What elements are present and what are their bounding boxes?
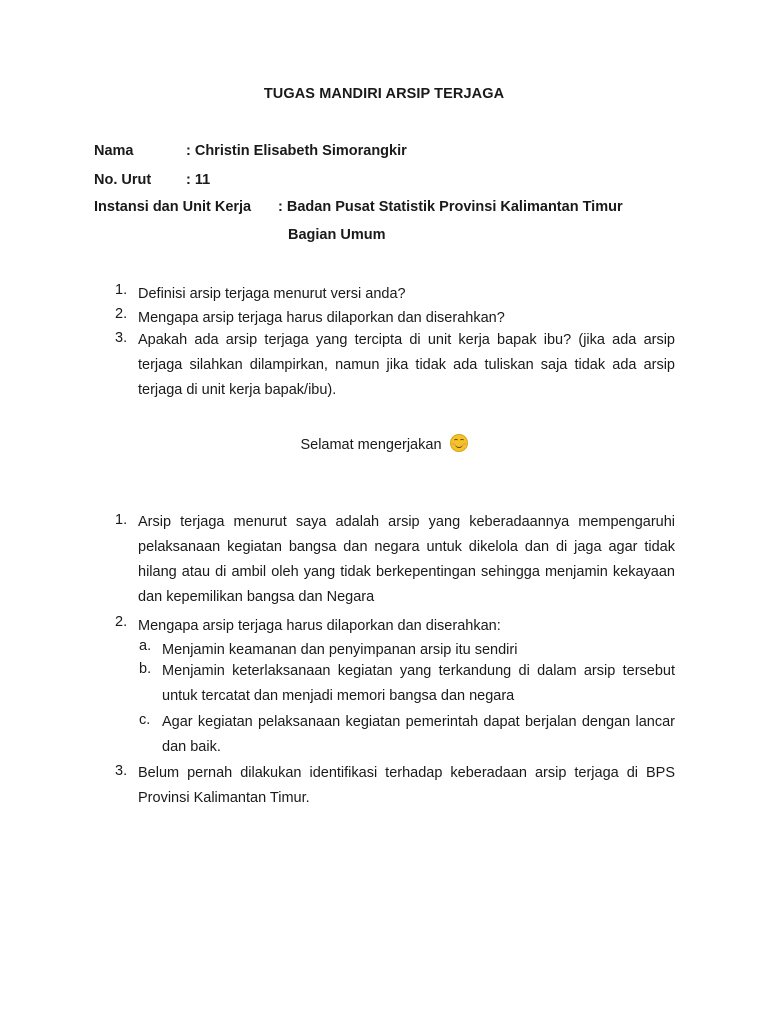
answer-subitem-text: Menjamin keterlaksanaan kegiatan yang terkandung di dalam arsip tersebut untuk tercatat dan menjadi memori bangsa dan negara (162, 663, 675, 704)
no-urut-label: No. Urut (94, 172, 152, 188)
answer-subitem-letter: a. (139, 638, 152, 654)
answer-text: Mengapa arsip terjaga harus dilaporkan dan diserahkan: (138, 618, 501, 634)
question-number: 3. (115, 330, 128, 346)
instansi-value: : Badan Pusat Statistik Provinsi Kalimantan Timur (278, 199, 623, 215)
question-text: Mengapa arsip terjaga harus dilaporkan dan diserahkan? (138, 310, 505, 326)
answer-number: 3. (115, 763, 128, 779)
question-number: 2. (115, 306, 128, 322)
answer-subitem-text: Agar kegiatan pelaksanaan kegiatan pemerintah dapat berjalan dengan lancar dan baik. (162, 714, 675, 755)
question-number: 1. (115, 282, 128, 298)
nama-value: : Christin Elisabeth Simorangkir (186, 143, 407, 159)
answer-subitem-text: Menjamin keamanan dan penyimpanan arsip itu sendiri (162, 642, 518, 658)
closing-text: Selamat mengerjakan (300, 437, 442, 453)
answer-subitem-letter: c. (139, 712, 151, 728)
answer-number: 1. (115, 512, 128, 528)
answer-text: Belum pernah dilakukan identifikasi terhadap keberadaan arsip terjaga di BPS Provinsi Kalimantan Timur. (138, 765, 675, 806)
instansi-label: Instansi dan Unit Kerja (94, 199, 252, 215)
smiling-face-icon (450, 434, 468, 452)
closing-line (0, 434, 768, 453)
answer-text: Arsip terjaga menurut saya adalah arsip yang keberadaannya mempengaruhi pelaksanaan kegiatan bangsa dan negara untuk dikelola dan di jaga agar tidak hilang atau di ambil oleh yang tidak berkepentingan sehingga menjamin kekayaan dan kepemilikan bangsa dan Negara (138, 514, 675, 605)
answer-subitem-letter: b. (139, 661, 152, 677)
instansi-value-line2: Bagian Umum (288, 227, 386, 243)
question-text: Apakah ada arsip terjaga yang tercipta di unit kerja bapak ibu? (jika ada arsip terjaga silahkan dilampirkan, namun jika tidak ada tuliskan saja tidak ada arsip terjaga di unit kerja bapak/ibu). (138, 332, 675, 398)
question-text: Definisi arsip terjaga menurut versi anda? (138, 286, 406, 302)
answer-number: 2. (115, 614, 128, 630)
nama-label: Nama (94, 143, 134, 159)
document-title: TUGAS MANDIRI ARSIP TERJAGA (263, 86, 505, 102)
no-urut-value: : 11 (186, 172, 211, 188)
